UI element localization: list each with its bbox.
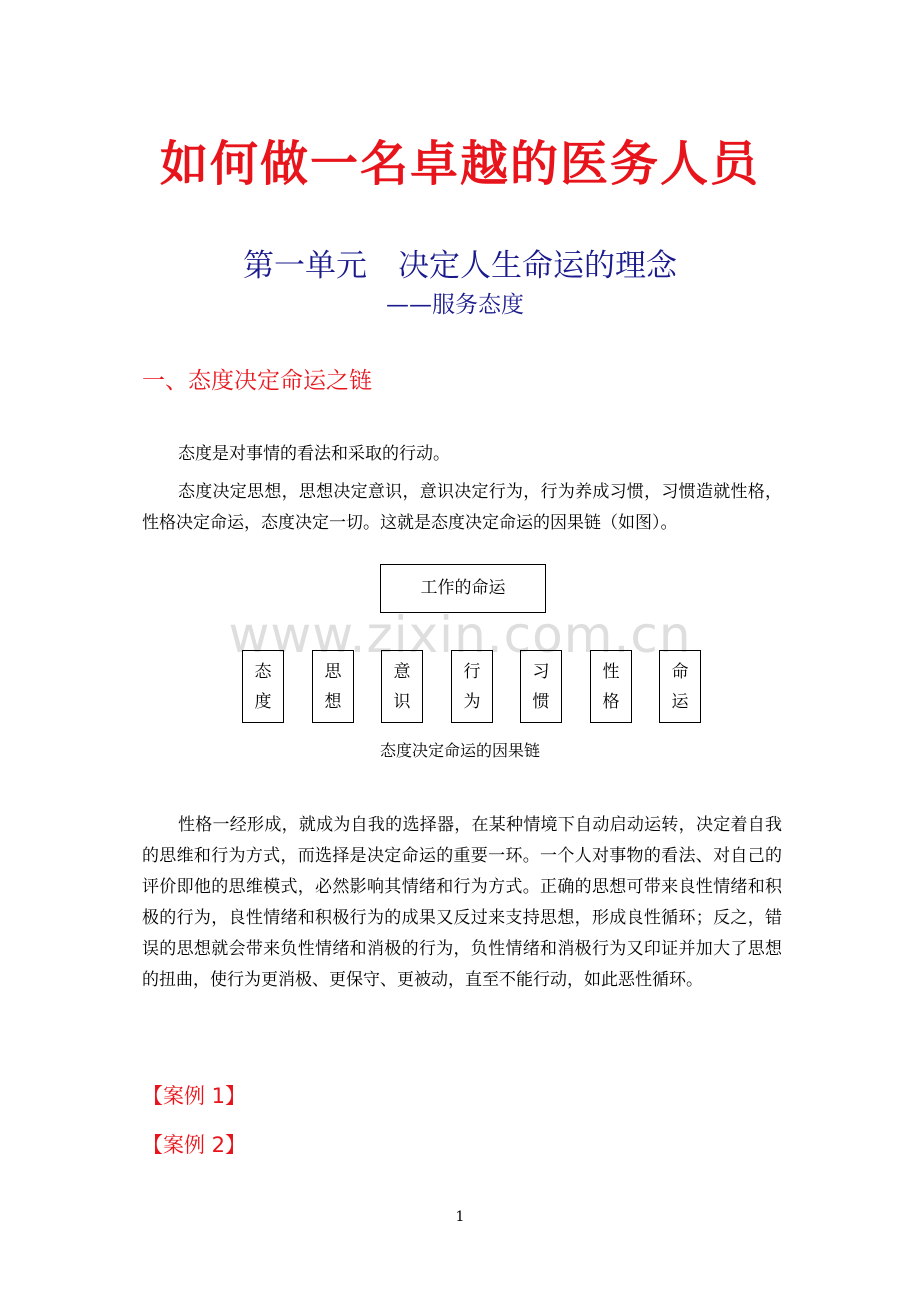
page-number: 1 [455, 1209, 465, 1225]
chain-box-behavior [451, 650, 493, 723]
chain-box-char: 思 [324, 661, 342, 682]
unit-title: 第一单元 决定人生命运的理念 [243, 248, 677, 284]
section-heading: 一、态度决定命运之链 [142, 368, 372, 394]
chain-box-char: 态 [254, 661, 272, 682]
chain-box-char: 行 [463, 661, 481, 682]
chain-box-char: 为 [463, 691, 481, 712]
chain-box-destiny [659, 650, 701, 723]
chain-box-char: 识 [393, 691, 411, 712]
chain-box-habit [520, 650, 562, 723]
chain-box-consciousness [381, 650, 423, 723]
diagram-top-box: 工作的命运 [380, 564, 546, 613]
case-heading-1: 【案例 1】 [142, 1084, 247, 1108]
chain-box-char: 度 [254, 691, 272, 712]
paragraph-3: 性格一经形成，就成为自我的选择器，在某种情境下自动启动运转，决定着自我的思维和行为方式，而选择是决定命运的重要一环。一个人对事物的看法、对自己的评价即他的思维模式，必然影响其情绪和行为方式。正确的思想可带来良性情绪和积极的行为，良性情绪和积极行为的成果又反过来支持思想，形成良性循环；反之，错误的思想就会带来负性情绪和消极的行为，负性情绪和消极行为又印证并加大了思想的扭曲，使行为更消极、更保守、更被动，直至不能行动，如此恶性循环。 [142, 815, 782, 990]
chain-box-char: 命 [671, 661, 689, 682]
watermark: www.zixin.com.cn [228, 606, 692, 664]
chain-box-char: 惯 [532, 691, 550, 712]
chain-box-attitude [242, 650, 284, 723]
unit-subtitle: ——服务态度 [386, 292, 524, 318]
chain-box-char: 性 [602, 661, 620, 682]
case-heading-2: 【案例 2】 [142, 1133, 247, 1157]
paragraph-2: 态度决定思想，思想决定意识，意识决定行为，行为养成习惯，习惯造就性格，性格决定命运，态度决定一切。这就是态度决定命运的因果链（如图）。 [142, 482, 782, 533]
chain-box-char: 习 [532, 661, 550, 682]
chain-box-char: 想 [324, 691, 342, 712]
chain-box-char: 意 [393, 661, 411, 682]
document-title: 如何做一名卓越的医务人员 [159, 136, 760, 192]
paragraph-1: 态度是对事情的看法和采取的行动。 [178, 444, 450, 464]
chain-box-character [590, 650, 632, 723]
chain-box-char: 格 [602, 691, 620, 712]
diagram-caption: 态度决定命运的因果链 [379, 741, 540, 760]
chain-box-thought [312, 650, 354, 723]
chain-box-char: 运 [671, 691, 689, 712]
